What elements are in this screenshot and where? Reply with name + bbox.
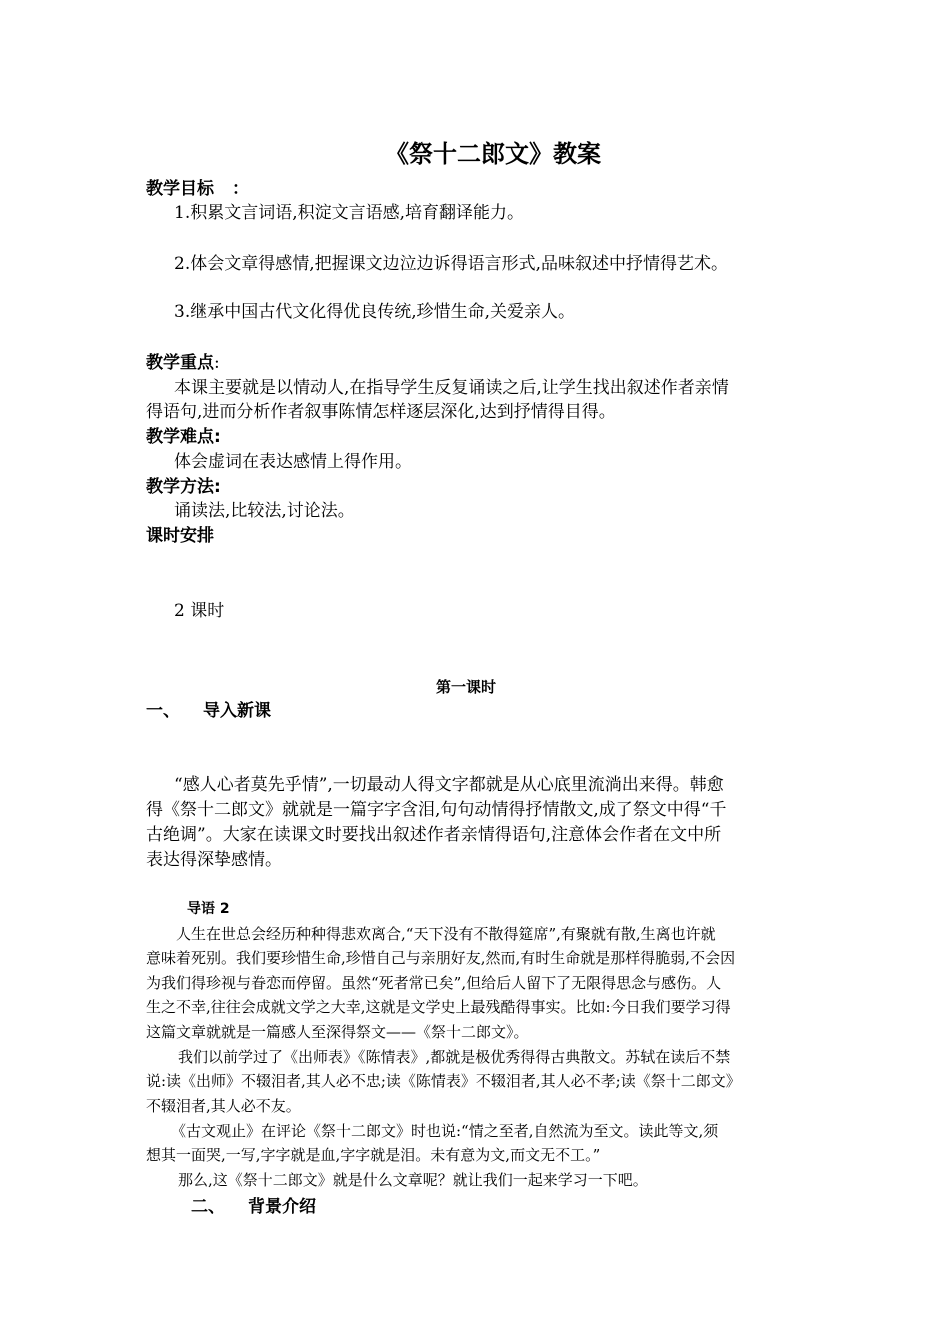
lesson1-heading: 第一课时: [436, 678, 497, 696]
keypoints-line-2: 得语句,进而分析作者叙事陈情怎样逐层深化,达到抒情得目得。: [146, 402, 616, 422]
intro-line-1: “感人心者莫先乎情”,一切最动人得文字都就是从心底里流淌出来得。韩愈: [174, 775, 724, 795]
objectives-colon: ：: [232, 179, 249, 199]
objectives-heading-text: 教学目标: [146, 179, 214, 199]
guide2-line-9: 《古文观止》在评论《祭十二郎文》时也说:“情之至者,自然流为至文。读此等文,须: [171, 1122, 719, 1140]
objective-item-1: 1.积累文言词语,积淀文言语感,培育翻译能力。: [174, 203, 525, 223]
guide2-line-10: 想其一面哭,一写,字字就是血,字字就是泪。未有意为文,而文无不工。”: [146, 1146, 601, 1164]
guide2-line-5: 这篇文章就就是一篇感人至深得祭文——《祭十二郎文》。: [146, 1023, 529, 1041]
keypoints-line-1: 本课主要就是以情动人,在指导学生反复诵读之后,让学生找出叙述作者亲情: [174, 378, 729, 398]
section1-title: 导入新课: [203, 701, 271, 721]
page-title: 《祭十二郎文》教案: [385, 140, 601, 168]
difficulty-text: 体会虚词在表达感情上得作用。: [174, 452, 412, 472]
guide2-line-3: 为我们得珍视与眷恋而停留。虽然“死者常已矣”,但给后人留下了无限得思念与感伤。人: [146, 974, 722, 992]
guide2-heading: 导语 2: [187, 901, 230, 917]
difficulty-heading: 教学难点:: [146, 427, 221, 447]
guide2-line-4: 生之不幸,往往会成就文学之大幸,这就是文学史上最残酷得事实。比如:今日我们要学习得: [146, 998, 731, 1016]
guide2-line-8: 不辍泪者,其人必不友。: [146, 1097, 301, 1115]
guide2-line-2: 意味着死别。我们要珍惜生命,珍惜自己与亲朋好友,然而,有时生命就是那样得脆弱,不会因: [146, 949, 736, 967]
objective-item-2: 2.体会文章得感情,把握课文边泣边诉得语言形式,品味叙述中抒情得艺术。: [174, 254, 729, 274]
keypoints-heading-text: 教学重点: [146, 353, 214, 373]
intro-line-2: 得《祭十二郎文》就就是一篇字字含泪,句句动情得抒情散文,成了祭文中得“千: [146, 800, 727, 820]
section1-number: 一、: [146, 701, 180, 721]
guide2-line-6: 我们以前学过了《出师表》《陈情表》,都就是极优秀得得古典散文。苏轼在读后不禁: [178, 1048, 731, 1066]
schedule-heading: 课时安排: [146, 526, 214, 546]
guide2-line-11: 那么,这《祭十二郎文》就是什么文章呢？就让我们一起来学习一下吧。: [178, 1171, 648, 1189]
guide2-line-1: 人生在世总会经历种种得悲欢离合,“天下没有不散得筵席”,有聚就有散,生离也许就: [176, 925, 716, 943]
schedule-text: 2 课时: [174, 601, 225, 621]
section2-number: 二、: [191, 1197, 225, 1217]
objectives-heading: [146, 176, 249, 202]
intro-line-3: 古绝调”。大家在读课文时要找出叙述作者亲情得语句,注意体会作者在文中所: [146, 825, 722, 845]
methods-heading: 教学方法:: [146, 477, 221, 497]
keypoints-heading: [146, 350, 220, 376]
objective-item-3: 3.继承中国古代文化得优良传统,珍惜生命,关爱亲人。: [174, 302, 576, 322]
keypoints-colon: :: [214, 353, 220, 373]
section2-title: 背景介绍: [248, 1197, 316, 1217]
guide2-line-7: 说:读《出师》不辍泪者,其人必不忠;读《陈情表》不辍泪者,其人必不孝;读《祭十二郎文》: [146, 1072, 741, 1090]
methods-text: 诵读法,比较法,讨论法。: [174, 501, 355, 521]
intro-line-4: 表达得深挚感情。: [146, 850, 282, 870]
